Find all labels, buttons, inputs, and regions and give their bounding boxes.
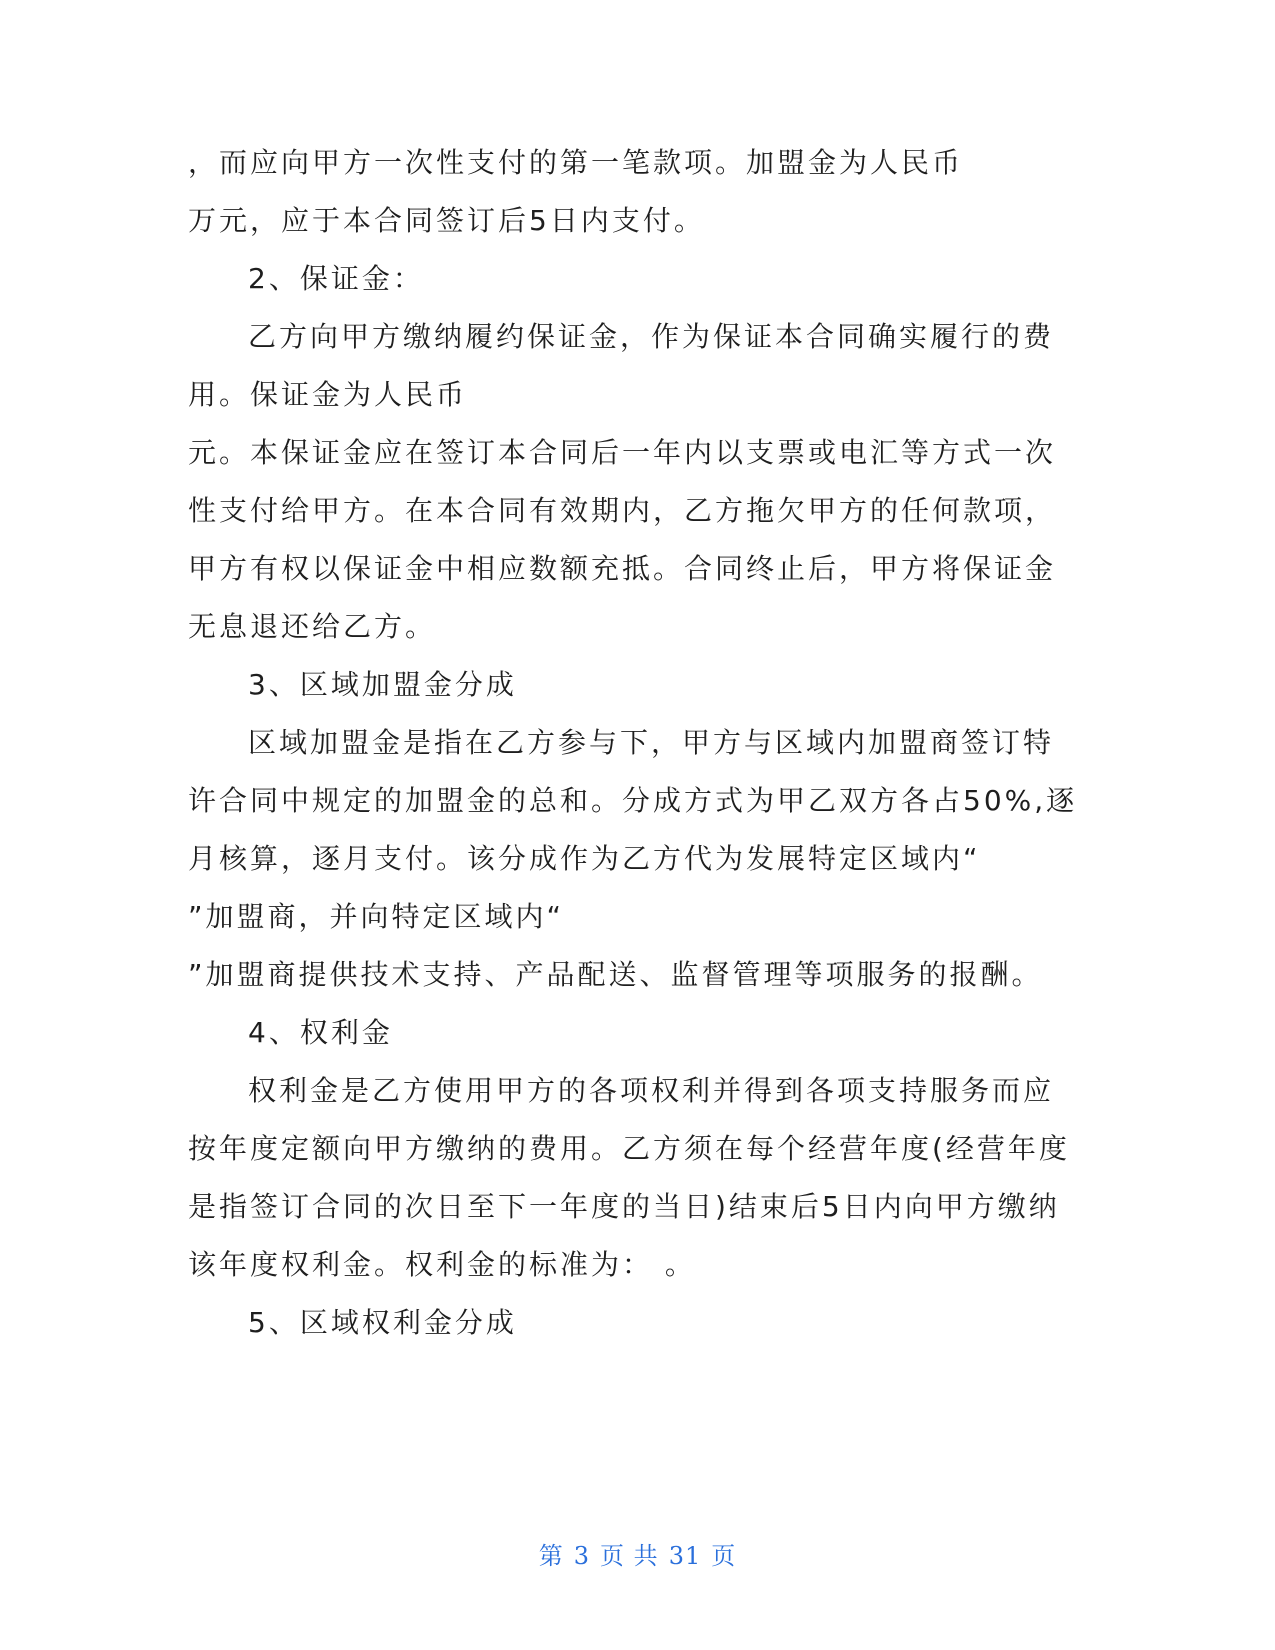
body-text-line: 按年度定额向甲方缴纳的费用。乙方须在每个经营年度(经营年度 xyxy=(188,1132,1070,1165)
body-text-line: 许合同中规定的加盟金的总和。分成方式为甲乙双方各占50%,逐 xyxy=(188,784,1078,817)
section-heading-regional-fee: 3、区域加盟金分成 xyxy=(248,668,517,701)
footer-total-pages: 31 xyxy=(668,1542,702,1570)
body-text-line: ”加盟商提供技术支持、产品配送、监督管理等项服务的报酬。 xyxy=(188,958,1043,991)
body-text-line: 用。保证金为人民币 xyxy=(188,378,468,411)
footer-current-page: 3 xyxy=(573,1542,591,1570)
body-text-line: 元。本保证金应在签订本合同后一年内以支票或电汇等方式一次 xyxy=(188,436,1057,469)
body-text-line: 性支付给甲方。在本合同有效期内，乙方拖欠甲方的任何款项， xyxy=(188,494,1057,527)
body-text-line: 万元，应于本合同签订后5日内支付。 xyxy=(188,204,705,237)
body-text-line: 月核算，逐月支付。该分成作为乙方代为发展特定区域内“ xyxy=(188,842,981,875)
section-heading-deposit: 2、保证金： xyxy=(248,262,424,295)
body-text-line: 区域加盟金是指在乙方参与下，甲方与区域内加盟商签订特 xyxy=(248,726,1055,759)
page-number-footer xyxy=(0,1536,1275,1571)
body-text-line: 乙方向甲方缴纳履约保证金，作为保证本合同确实履行的费 xyxy=(248,320,1055,353)
footer-middle: 页 共 xyxy=(600,1542,659,1570)
section-heading-royalty: 4、权利金 xyxy=(248,1016,393,1049)
body-text-line: 该年度权利金。权利金的标准为： 。 xyxy=(188,1248,696,1281)
body-text-line: ，而应向甲方一次性支付的第一笔款项。加盟金为人民币 xyxy=(188,146,964,179)
body-text-line: 无息退还给乙方。 xyxy=(188,610,437,643)
section-heading-regional-royalty: 5、区域权利金分成 xyxy=(248,1306,517,1339)
body-text-line: 是指签订合同的次日至下一年度的当日)结束后5日内向甲方缴纳 xyxy=(188,1190,1060,1223)
body-text-line: 权利金是乙方使用甲方的各项权利并得到各项支持服务而应 xyxy=(248,1074,1055,1107)
footer-suffix: 页 xyxy=(711,1542,737,1570)
body-text-line: ”加盟商，并向特定区域内“ xyxy=(188,900,565,933)
footer-prefix: 第 xyxy=(538,1542,564,1570)
body-text-line: 甲方有权以保证金中相应数额充抵。合同终止后，甲方将保证金 xyxy=(188,552,1057,585)
